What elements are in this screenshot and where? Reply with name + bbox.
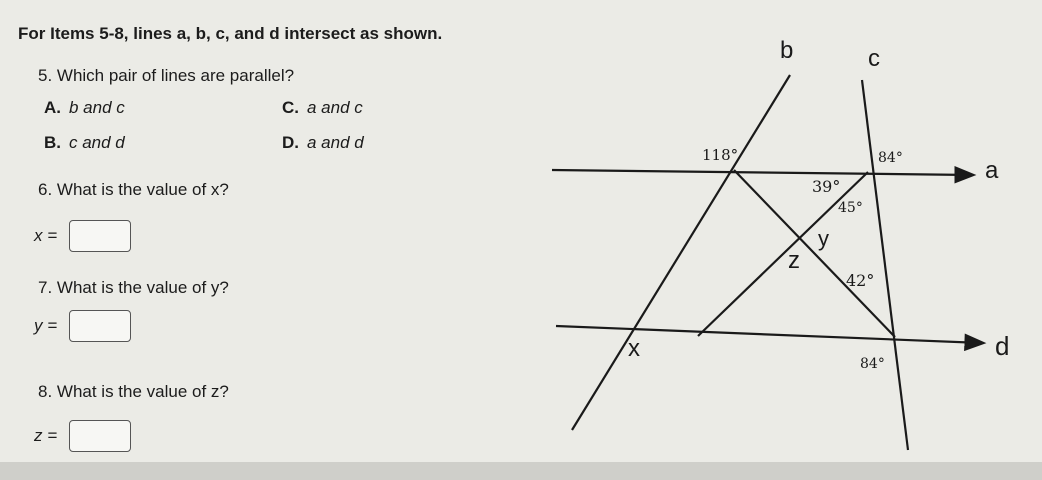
var-z: z (788, 247, 800, 274)
y-label: y = (34, 316, 58, 335)
label-c: c (868, 45, 880, 72)
option-a-letter: A. (44, 98, 61, 117)
x-label: x = (34, 226, 58, 245)
angle-84-bottom: 84° (860, 356, 885, 372)
z-label: z = (34, 426, 58, 445)
option-c-text: a and c (307, 98, 363, 117)
question-5: 5. Which pair of lines are parallel? (38, 66, 295, 85)
label-d: d (995, 331, 1010, 361)
option-b-letter: B. (44, 133, 61, 152)
angle-118: 118° (702, 146, 739, 164)
question-8: 8. What is the value of z? (38, 382, 229, 401)
label-b: b (780, 37, 794, 64)
option-a-text: b and c (69, 98, 125, 117)
items-heading: For Items 5-8, lines a, b, c, and d intersect as shown. (18, 24, 443, 43)
var-x: x (628, 335, 640, 362)
option-d-letter: D. (282, 133, 299, 152)
line-c (862, 80, 908, 450)
angle-45: 45° (838, 200, 863, 216)
angle-39: 39° (812, 177, 841, 196)
label-a: a (985, 157, 999, 184)
angle-84-top: 84° (878, 150, 903, 166)
angle-42: 42° (846, 271, 875, 290)
question-7: 7. What is the value of y? (38, 278, 229, 297)
question-6: 6. What is the value of x? (38, 180, 229, 199)
transversal-right (698, 172, 868, 336)
var-y: y (818, 226, 829, 251)
line-b (572, 75, 790, 430)
line-d (556, 326, 982, 343)
line-a (552, 170, 972, 175)
option-d-text: a and d (307, 133, 364, 152)
page-edge (0, 462, 1042, 480)
option-b-text: c and d (69, 133, 125, 152)
option-c-letter: C. (282, 98, 299, 117)
